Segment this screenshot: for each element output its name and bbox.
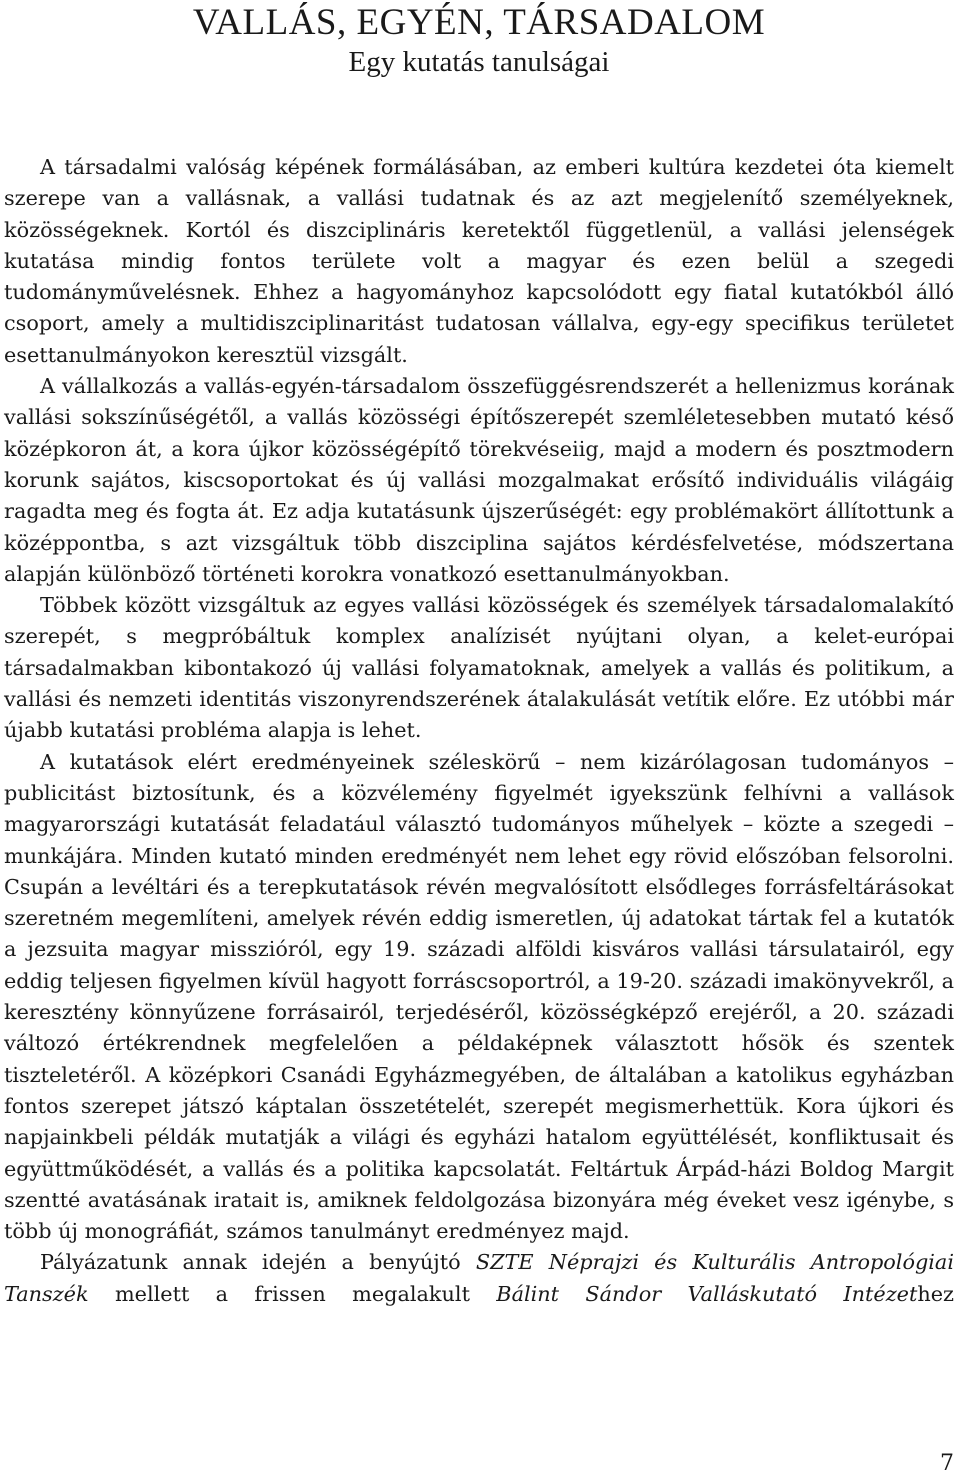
document-page [4, 0, 954, 1310]
institute-name: Bálint Sándor Valláskutató Intézet [496, 1281, 918, 1306]
paragraph-5-text-2: mellett a frissen megalakult [88, 1281, 497, 1306]
department-name: SZTE Néprajzi és Kulturális Antropológiai Tanszék [4, 1250, 954, 1306]
page-number: 7 [940, 1451, 954, 1476]
paragraph-1: A társadalmi valóság képének formálásában, az emberi kultúra kezdetei óta kiemelt szerepe van a vallásnak, a vallási tudatnak és az azt megjelenítő személyeknek, közösségeknek. Kortól és diszciplináris keretektől függetlenül, a vallási jelenségek kutatása mindig fontos területe volt a magyar és ezen belül a szegedi tudományművelésnek. Ehhez a hagyományhoz kapcsolódott egy fiatal kutatókból álló csoport, amely a multidiszciplinaritást tudatosan vállalva, egy-egy specifikus területet esettanulmányokon keresztül vizsgált. [4, 155, 954, 367]
page-subtitle: Egy kutatás tanulságai [348, 46, 610, 78]
paragraph-2: A vállalkozás a vallás-egyén-társadalom összefüggésrendszerét a hellenizmus korának vallási sokszínűségétől, a vallás közösségi építőszerepét szemléletesebben mutató késő középkoron át, a kora újkor közösségépítő törekvéseiig, majd a modern és posztmodern korunk sajátos, kiscsoportokat és új vallási mozgalmakat erősítő individuális világáig ragadta meg és fogta át. Ez adja kutatásunk újszerűségét: egy problémakört állítottunk a középpontba, s azt vizsgáltuk több diszciplina sajátos kérdésfelvetése, módszertana alapján különböző történeti korokra vonatkozó esettanulmányokban. [4, 374, 954, 586]
paragraph-5-text-3: hez [917, 1281, 954, 1306]
page-title: VALLÁS, EGYÉN, TÁRSADALOM [192, 2, 766, 43]
body-text [4, 152, 954, 1310]
paragraph-5 [4, 1247, 954, 1310]
paragraph-4: A kutatások elért eredményeinek széleskörű – nem kizárólagosan tudományos – publicitást biztosítunk, és a közvélemény figyelmét igyekszünk felhívni a vallások magyarországi kutatását feladatául választó tudományos műhelyek – közte a szegedi – munkájára. Minden kutató minden eredményét nem lehet egy rövid előszóban felsorolni. Csupán a levéltári és a terepkutatások révén megvalósított elsődleges forrásfeltárásokat szeretném megemlíteni, amelyek révén eddig ismeretlen, új adatokat tártak fel a kutatók a jezsuita magyar misszióról, egy 19. századi alföldi kisváros vallási társulatairól, egy eddig teljesen figyelmen kívül hagyott forráscsoportról, a 19-20. századi imakönyvekről, a keresztény könnyűzene forrásairól, terjedéséről, közösségképző erejéről, a 20. századi változó értékrendnek megfelelően a példaképnek választott hősök és szentek tiszteletéről. A középkori Csanádi Egyházmegyében, de általában a katolikus egyházban fontos szerepet játszó káptalan összetételét, szerepét megismerhettük. Kora újkori és napjainkbeli példák mutatják a világi és egyházi hatalom együttélését, konfliktusait és együttműködését, a vallás és a politika kapcsolatát. Feltártuk Árpád-házi Boldog Margit szentté avatásának iratait is, amiknek feldolgozása bizonyára még éveket vesz igénybe, s több új monográfiát, számos tanulmányt eredményez majd. [4, 749, 954, 1244]
paragraph-5-text-1: Pályázatunk annak idején a benyújtó [40, 1250, 476, 1275]
paragraph-3: Többek között vizsgáltuk az egyes vallási közösségek és személyek társadalomalakító szerepét, s megpróbáltuk komplex analízisét nyújtani olyan, a kelet-európai társadalmakban kibontakozó új vallási folyamatoknak, amelyek a vallás és politikum, a vallási és nemzeti identitás viszonyrendszerének átalakulását vetítik előre. Ez utóbbi már újabb kutatási probléma alapja is lehet. [4, 593, 954, 743]
